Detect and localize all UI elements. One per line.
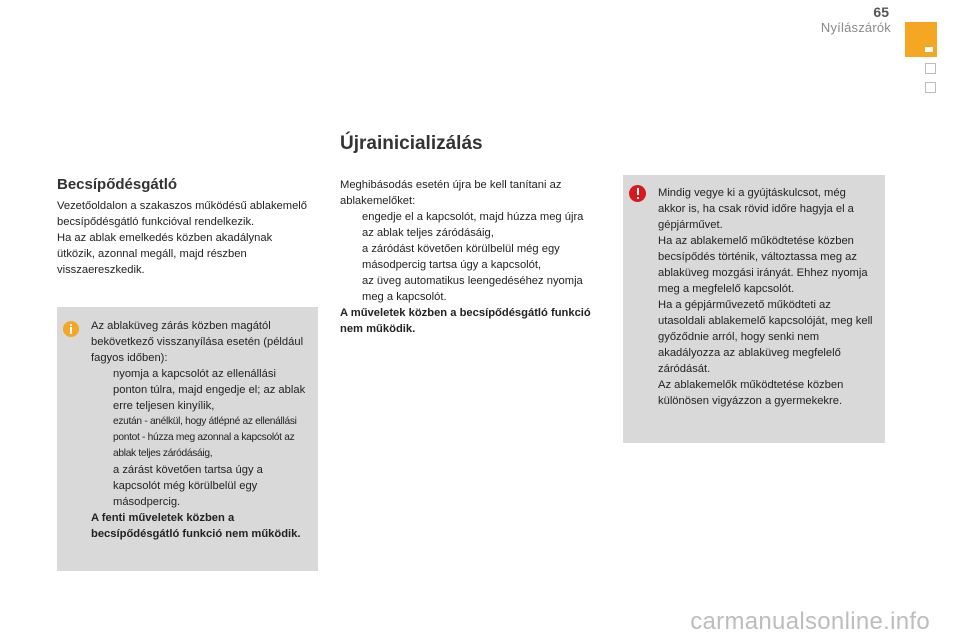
list-item-text: engedje el a kapcsolót, majd húzza meg újra az ablak teljes záródásáig, [362, 211, 584, 239]
left-paragraph: Ha az ablak emelkedés közben akadálynak ütközik, azonnal megáll, majd részben visszaereszkedik. [57, 232, 273, 276]
chapter-tab-active [905, 22, 937, 57]
list-item-text: ezután - anélkül, hogy átlépné az ellenállási pontot - húzza meg azonnal a kapcsolót az ablak teljes záródásáig, [113, 416, 297, 459]
list-item [340, 209, 595, 241]
warning-paragraph: Ha a gépjárművezető működteti az utasoldali ablakemelő kapcsolóját, meg kell győződnie arról, hogy senki nem akadályozza az ablaküveg megfelelő záródását. [658, 299, 873, 375]
list-item [91, 414, 308, 462]
info-box [57, 307, 318, 571]
list-item-text: a zárást követően tartsa úgy a kapcsolót még körülbelül egy másodpercig. [113, 464, 263, 508]
list-item-text: az üveg automatikus leengedéséhez nyomja meg a kapcsolót. [362, 275, 583, 303]
left-paragraph: Vezetőoldalon a szakaszos működésű ablakemelő becsípődésgátló funkcióval rendelkezik. [57, 200, 308, 228]
middle-column [340, 177, 595, 337]
list-item [340, 273, 595, 305]
warning-paragraph: Mindig vegye ki a gyújtáskulcsot, még akkor is, ha csak rövid időre hagyja el a gépjárművet. [658, 187, 854, 231]
middle-note: A műveletek közben a becsípődésgátló funkció nem működik. [340, 307, 591, 335]
list-item [91, 462, 308, 510]
section-title: Becsípődésgátló [57, 176, 178, 193]
middle-intro: Meghibásodás esetén újra be kell tanítani az ablakemelőket: [340, 179, 562, 207]
list-item-text: nyomja a kapcsolót az ellenállási ponton túlra, majd engedje el; az ablak erre teljesen kinyílik, [113, 368, 306, 412]
info-intro: Az ablaküveg zárás közben magától bekövetkező visszanyílása esetén (például fagyos időben): [91, 320, 304, 364]
warning-paragraph: Az ablakemelők működtetése közben különösen vigyázzon a gyermekekre. [658, 379, 844, 407]
info-bullet-list [91, 366, 308, 510]
list-item [91, 366, 308, 414]
list-item [340, 241, 595, 273]
info-icon [63, 321, 79, 337]
warning-icon [629, 185, 646, 202]
chapter-tab-mark [925, 47, 933, 52]
middle-bullet-list [340, 209, 595, 305]
info-note: A fenti műveletek közben a becsípődésgátló funkció nem működik. [91, 512, 301, 540]
page-number: 65 [873, 4, 889, 20]
section-name: Nyílászárók [820, 20, 891, 35]
chapter-tab-box [925, 82, 936, 93]
main-title: Újrainicializálás [340, 133, 483, 154]
warning-box [623, 175, 885, 443]
watermark: carmanualsonline.info [690, 608, 930, 635]
chapter-tab-box [925, 63, 936, 74]
warning-paragraph: Ha az ablakemelő működtetése közben becsípődés történik, változtassa meg az ablaküveg mozgási irányát. Ehhez nyomja meg a megfelelő kapcsolót. [658, 235, 868, 295]
left-column [57, 198, 312, 278]
list-item-text: a záródást követően körülbelül még egy másodpercig tartsa úgy a kapcsolót, [362, 243, 560, 271]
